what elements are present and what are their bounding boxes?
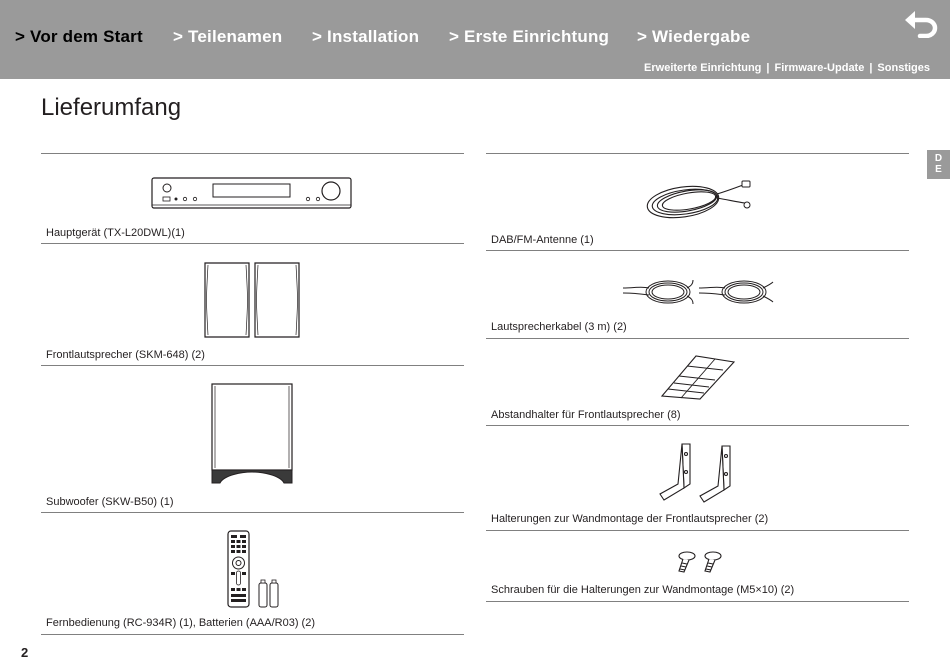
top-nav-bar <box>0 0 950 79</box>
wall-bracket-icon <box>658 440 742 504</box>
item-caption: Lautsprecherkabel (3 m) (2) <box>491 321 627 333</box>
receiver-unit-icon <box>151 176 353 212</box>
tab-installation[interactable]: > Installation <box>312 27 420 46</box>
divider <box>41 365 464 366</box>
language-tab[interactable] <box>927 150 950 179</box>
return-arrow-icon <box>902 8 942 38</box>
divider <box>41 634 464 635</box>
sub-navigation <box>644 62 930 74</box>
spacer-sheet-icon <box>660 352 736 400</box>
screw-icon <box>671 550 727 574</box>
back-button[interactable] <box>902 8 942 38</box>
divider <box>41 153 464 154</box>
subwoofer-icon <box>210 382 294 486</box>
divider <box>486 530 909 531</box>
link-erweiterte-einrichtung[interactable]: Erweiterte Einrichtung <box>644 62 762 74</box>
tab-erste-einrichtung[interactable]: > Erste Einrichtung <box>449 27 610 46</box>
front-speakers-icon <box>202 260 302 340</box>
divider <box>486 601 909 602</box>
item-caption: Abstandhalter für Frontlautsprecher (8) <box>491 409 681 421</box>
divider <box>486 425 909 426</box>
divider <box>486 153 909 154</box>
tab-teilenamen[interactable]: > Teilenamen <box>173 27 283 46</box>
item-caption: DAB/FM-Antenne (1) <box>491 234 594 246</box>
link-sonstiges[interactable]: Sonstiges <box>877 62 930 74</box>
page-title: Lieferumfang <box>41 94 182 121</box>
item-caption: Frontlautsprecher (SKM-648) (2) <box>46 349 205 361</box>
antenna-icon <box>643 176 755 222</box>
lang-letter: D <box>934 153 943 164</box>
item-caption: Subwoofer (SKW-B50) (1) <box>46 496 174 508</box>
subnav-separator: | <box>766 62 770 74</box>
item-caption: Hauptgerät (TX-L20DWL)(1) <box>46 227 185 239</box>
subnav-separator: | <box>869 62 873 74</box>
link-firmware-update[interactable]: Firmware-Update <box>774 62 865 74</box>
divider <box>486 338 909 339</box>
item-caption: Halterungen zur Wandmontage der Frontlautsprecher (2) <box>491 513 769 525</box>
lang-letter: E <box>935 164 942 175</box>
divider <box>41 512 464 513</box>
remote-batteries-icon <box>226 528 282 610</box>
item-caption: Fernbedienung (RC-934R) (1), Batterien (AAA/R03) (2) <box>46 617 316 629</box>
speaker-cable-icon <box>621 274 775 310</box>
divider <box>486 250 909 251</box>
tab-wiedergabe[interactable]: > Wiedergabe <box>637 27 751 46</box>
tab-vor-dem-start[interactable]: > Vor dem Start <box>15 27 143 46</box>
page-number: 2 <box>21 645 29 660</box>
item-caption: Schrauben für die Halterungen zur Wandmontage (M5×10) (2) <box>491 584 795 596</box>
divider <box>41 243 464 244</box>
